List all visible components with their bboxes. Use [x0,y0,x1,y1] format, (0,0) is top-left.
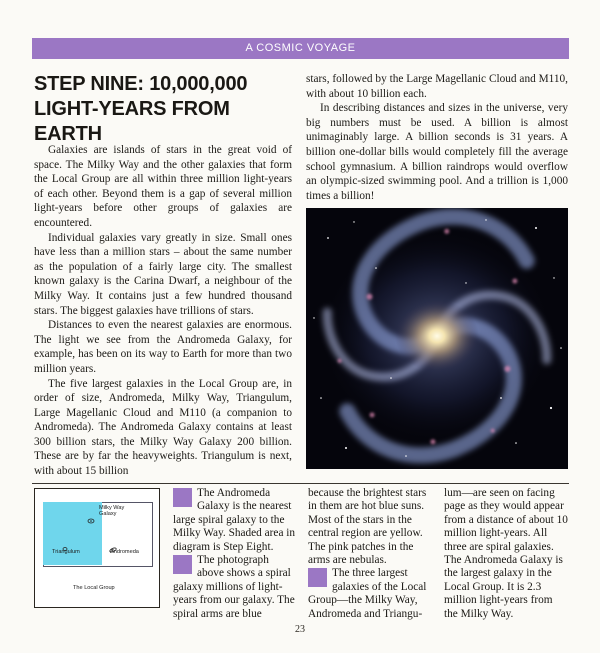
local-group-label: The Local Group [73,585,115,591]
caption-column-2 [308,487,428,621]
paragraph: Individual galaxies vary greatly in size. Small ones have less than a million stars – about the same number as the population of a fairly large city. The smallest known galaxy is the Carina Dwarf, a neighbour of the Milky Way. It contains just a few hundred thousand stars. The biggest galaxies have trillions of stars. [34,231,292,317]
caption-text: The photograph above shows a spiral galaxy millions of light-years from our galaxy. The spiral arms are blue [173,554,295,620]
section-banner: A COSMIC VOYAGE [32,38,569,59]
caption-column-1 [173,487,298,621]
andromeda-label: Andromeda [110,549,139,555]
local-group-diagram [34,488,160,608]
spiral-galaxy-photo [306,208,568,469]
caption-text: because the brightest stars in them are hot blue suns. Most of the stars in the central region are yellow. The pink patches in the arms are nebulas. [308,487,427,567]
paragraph: stars, followed by the Large Magellanic Cloud and M110, with about 10 billion each. [306,73,568,100]
section-divider [32,483,569,484]
left-column [34,143,292,478]
caption-text: The Andromeda Galaxy is the nearest large spiral galaxy to the Milky Way. Shaded area in diagram is Step Eight. [173,487,296,553]
paragraph: Galaxies are islands of stars in the great void of space. The Milky Way and the other galaxies that form the Local Group are all within three million light-years of each other. Beyond them is a gap of several million light-years before other groups of galaxies are encountered. [34,144,292,229]
paragraph: In describing distances and sizes in the universe, very big numbers must be used. A billion is almost unimaginably large. A billion seconds is 31 years. A billion one-dollar bills would completely fill the average school gymnasium. A billion raindrops would overflow an olympic-sized swimming pool. And a trillion is 1,000 times a billion! [306,102,568,202]
triangulum-label: Triangulum [52,549,80,555]
paragraph: The five largest galaxies in the Local Group are, in order of size, Andromeda, Milky Way, Triangulum, Large Magellanic Cloud and M110 (a companion to Andromeda). The Andromeda Galaxy contains at least 300 billion stars, the Milky Way Galaxy 200 billion. These are by far the heavyweights. Triangulum is next, with about 15 billion [34,377,292,478]
right-column [306,72,568,204]
caption-column-3 [444,487,568,621]
galaxy-image [306,208,568,469]
milky-way-label: Milky Way Galaxy [99,505,125,518]
paragraph: Distances to even the nearest galaxies are enormous. The light we see from the Andromeda Galaxy, for example, has been on its way to Earth for more than two million years. [34,319,292,375]
caption-marker [308,568,327,587]
page-number: 23 [295,624,305,635]
page-title: STEP NINE: 10,000,000 LIGHT-YEARS FROM EARTH [34,73,248,145]
caption-text: The three largest galaxies of the Local Group—the Milky Way, Andromeda and Triangu- [308,567,427,620]
caption-marker [173,555,192,574]
caption-marker [173,488,192,507]
caption-text: lum—are seen on facing page as they would appear from a distance of about 10 million light-years. All three are spiral galaxies. The Andromeda Galaxy is the largest galaxy in the Local Group. It is 2.3 million light-years from the Milky Way. [444,487,568,620]
